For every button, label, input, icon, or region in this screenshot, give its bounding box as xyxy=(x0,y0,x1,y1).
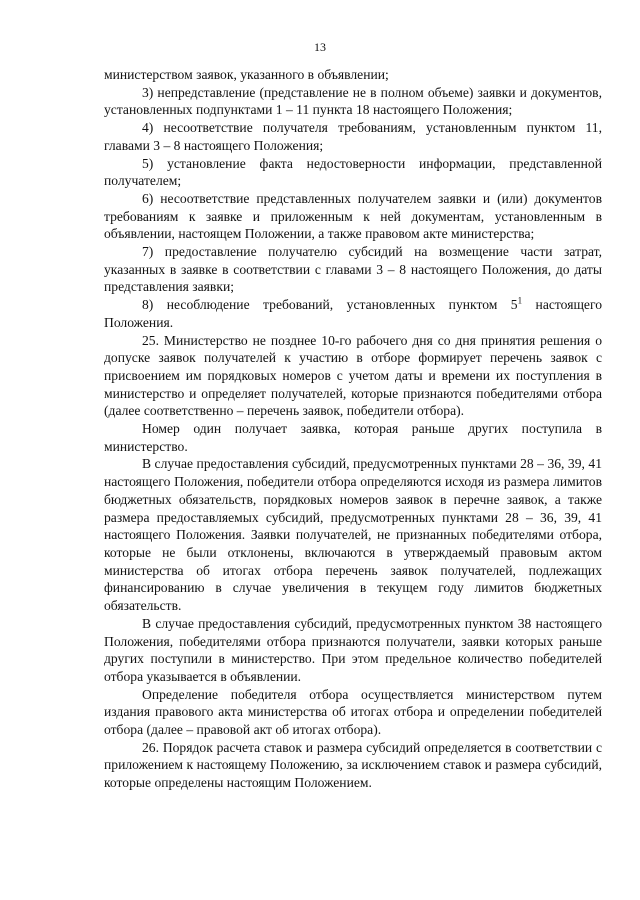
section-25-paragraph: 25. Министерство не позднее 10-го рабочего дня со дня принятия решения о допуске заявок получателей к участию в отборе формирует перечень заявок с присвоением им порядковых номеров с учетом даты и времени их поступления в министерство и определяет получателей, которые признаются победителями отбора (далее соответственно – перечень заявок, победители отбора). xyxy=(104,332,602,419)
section-26-paragraph: 26. Порядок расчета ставок и размера субсидий определяется в соответствии с приложением к настоящему Положению, за исключением ставок и размера субсидий, которые определены настоящим Положением. xyxy=(104,739,602,791)
list-item-8-tail: настоящего Положения. xyxy=(104,297,602,330)
list-item-3: 3) непредставление (представление не в полном объеме) заявки и документов, установленных подпунктами 1 – 11 пункта 18 настоящего Положения; xyxy=(104,84,602,118)
page-number: 13 xyxy=(314,40,326,54)
document-body xyxy=(104,66,602,792)
paragraph-subsidies-38: В случае предоставления субсидий, предусмотренных пунктом 38 настоящего Положения, победителями отбора признаются получатели, заявки которых раньше других поступили в министерство. При этом предельное количество победителей отбора указывается в объявлении. xyxy=(104,615,602,684)
list-item-8-text: 8) несоблюдение требований, установленных пунктом 5 xyxy=(142,297,518,313)
paragraph-number-one: Номер один получает заявка, которая раньше других поступила в министерство. xyxy=(104,421,602,454)
paragraph-subsidies-28-41: В случае предоставления субсидий, предусмотренных пунктами 28 – 36, 39, 41 настоящего Положения, победители отбора определяются исходя из размера лимитов бюджетных обязательств, порядковых номеров заявок в перечне заявок, а также размера предоставляемых субсидий, предусмотренных пунктами 28 – 36, 39, 41 настоящего Положения. Заявки получателей, не признанных победителями отбора, которые не были отклонены, включаются в утверждаемый правовым актом министерства об итогах отбора перечень заявок получателей, подлежащих финансированию в случае увеличения в текущем году лимитов бюджетных обязательств. xyxy=(104,456,602,614)
list-item-7: 7) предоставление получателю субсидий на возмещение части затрат, указанных в заявке в соответствии с главами 3 – 8 настоящего Положения, до даты представления заявки; xyxy=(104,244,602,295)
list-item-4: 4) несоответствие получателя требованиям, установленным пунктом 11, главами 3 – 8 настоящего Положения; xyxy=(104,120,602,153)
paragraph-continuation: министерством заявок, указанного в объявлении; xyxy=(104,67,389,82)
superscript-number: 1 xyxy=(517,295,523,306)
list-item-8 xyxy=(104,296,602,331)
list-item-5: 5) установление факта недостоверности информации, представленной получателем; xyxy=(104,155,602,189)
paragraph-winner-determination: Определение победителя отбора осуществляется министерством путем издания правового акта министерства об итогах отбора и определении победителей отбора (далее – правовой акт об итогах отбора). xyxy=(104,686,602,738)
list-item-6: 6) несоответствие представленных получателем заявки и (или) документов требованиям к заявке и приложенным к ней документам, установленным в объявлении, настоящем Положении, а также правовом акте министерства; xyxy=(104,190,602,242)
